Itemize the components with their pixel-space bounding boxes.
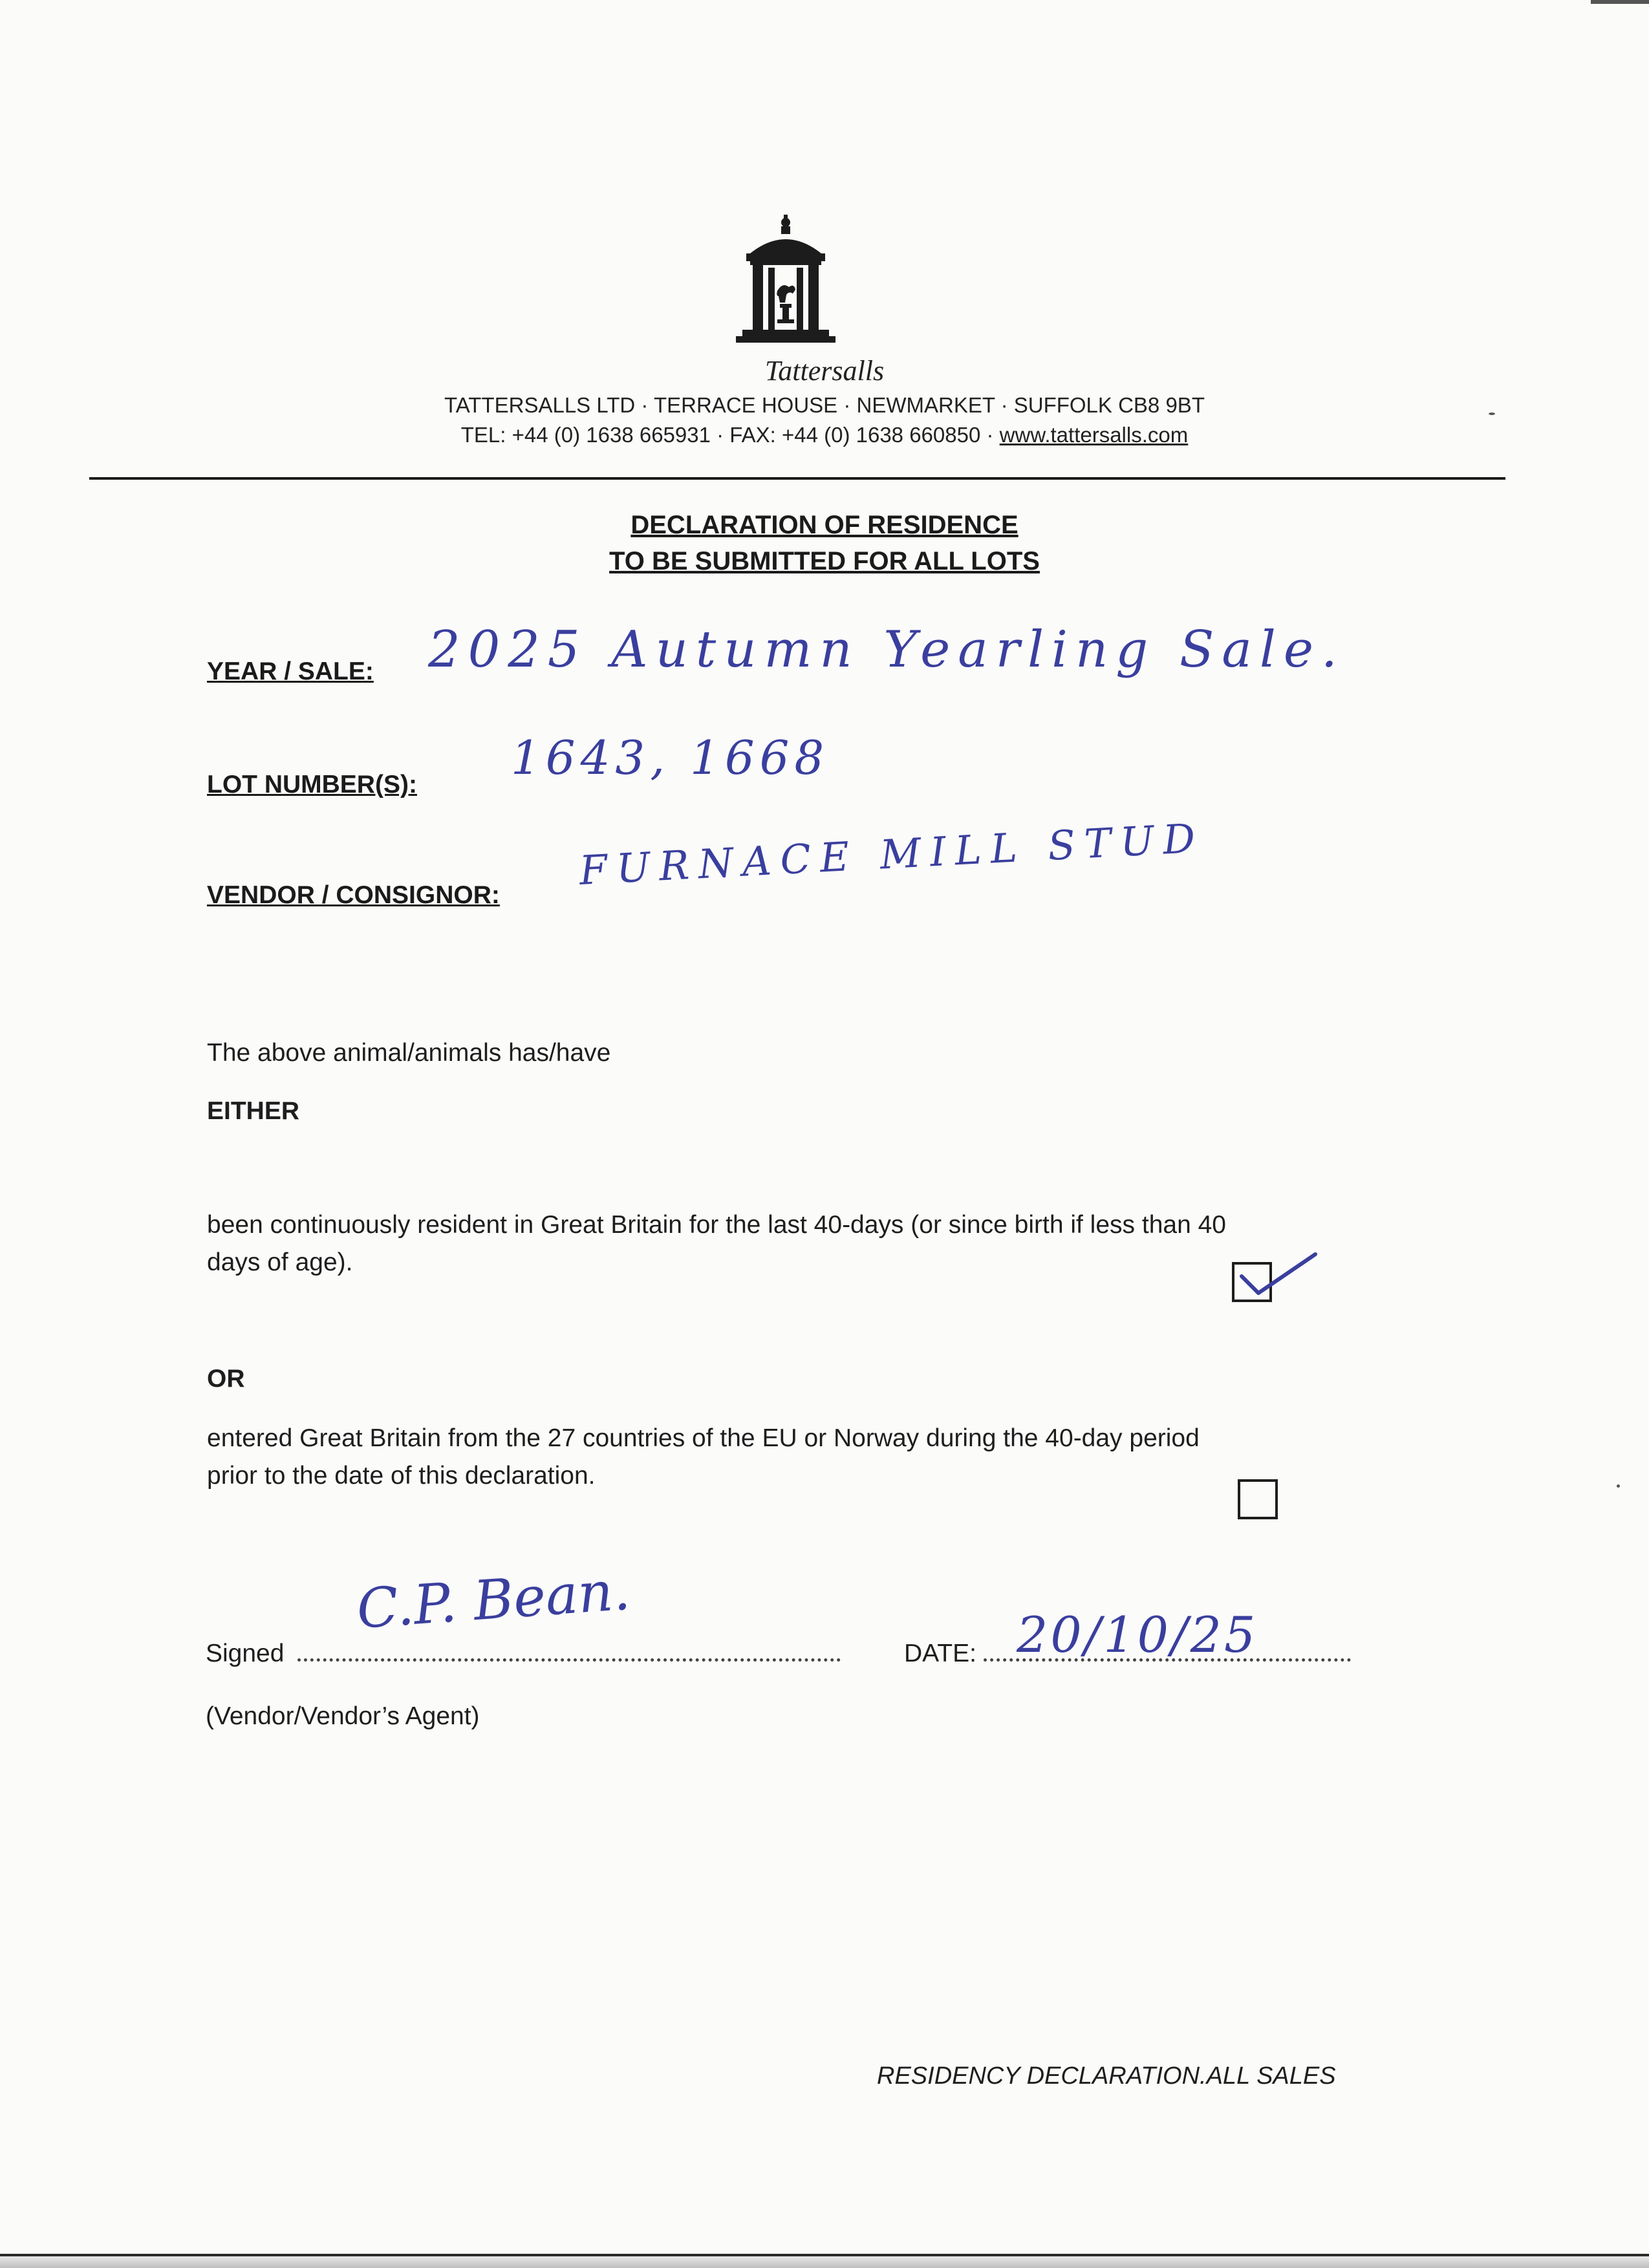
option2-checkbox[interactable] bbox=[1238, 1479, 1278, 1519]
either-heading: EITHER bbox=[207, 1097, 300, 1125]
form-subtitle: TO BE SUBMITTED FOR ALL LOTS bbox=[609, 547, 1040, 575]
footer-reference: RESIDENCY DECLARATION.ALL SALES bbox=[877, 2062, 1336, 2090]
contact-numbers: TEL: +44 (0) 1638 665931 · FAX: +44 (0) 1638 660850 · bbox=[460, 423, 1000, 447]
signed-line bbox=[206, 1640, 841, 1668]
signed-label: Signed bbox=[206, 1640, 285, 1667]
date-value: 20/10/25 bbox=[1017, 1606, 1258, 1664]
option1-text-line2: days of age). bbox=[207, 1248, 353, 1276]
option2-text-line1: entered Great Britain from the 27 countries of the EU or Norway during the 40-day period bbox=[207, 1424, 1200, 1452]
check-mark-icon bbox=[1230, 1245, 1320, 1303]
signature-dotted-line bbox=[297, 1654, 841, 1662]
lot-number-label: LOT NUMBER(S): bbox=[207, 771, 417, 798]
vendor-label: VENDOR / CONSIGNOR: bbox=[207, 881, 500, 909]
option2-text-line2: prior to the date of this declaration. bbox=[207, 1462, 596, 1490]
website-link[interactable]: www.tattersalls.com bbox=[999, 423, 1189, 447]
scan-edge bbox=[0, 2254, 1649, 2268]
or-heading: OR bbox=[207, 1365, 245, 1393]
tattersalls-logo bbox=[731, 213, 841, 352]
header-divider bbox=[89, 477, 1505, 480]
brand-name: Tattersalls bbox=[764, 355, 885, 387]
declaration-intro: The above animal/animals has/have bbox=[207, 1039, 611, 1067]
lot-number-value: 1643, 1668 bbox=[511, 731, 830, 785]
signature-value: C.P. Bean. bbox=[354, 1558, 632, 1641]
year-sale-value: 2025 Autumn Yearling Sale. bbox=[428, 621, 1345, 679]
company-address: TATTERSALLS LTD · TERRACE HOUSE · NEWMARKET · SUFFOLK CB8 9BT bbox=[444, 393, 1205, 417]
option1-text-line1: been continuously resident in Great Britain for the last 40-days (or since birth if less than 40 bbox=[207, 1211, 1226, 1239]
scan-edge bbox=[1591, 0, 1649, 4]
company-contact bbox=[0, 423, 1649, 447]
signatory-role: (Vendor/Vendor’s Agent) bbox=[206, 1702, 480, 1730]
year-sale-label: YEAR / SALE: bbox=[207, 658, 374, 685]
form-title: DECLARATION OF RESIDENCE bbox=[630, 511, 1018, 539]
scan-speck bbox=[1617, 1484, 1620, 1488]
date-label: DATE: bbox=[904, 1640, 976, 1667]
vendor-value: FURNACE MILL STUD bbox=[578, 814, 1205, 894]
